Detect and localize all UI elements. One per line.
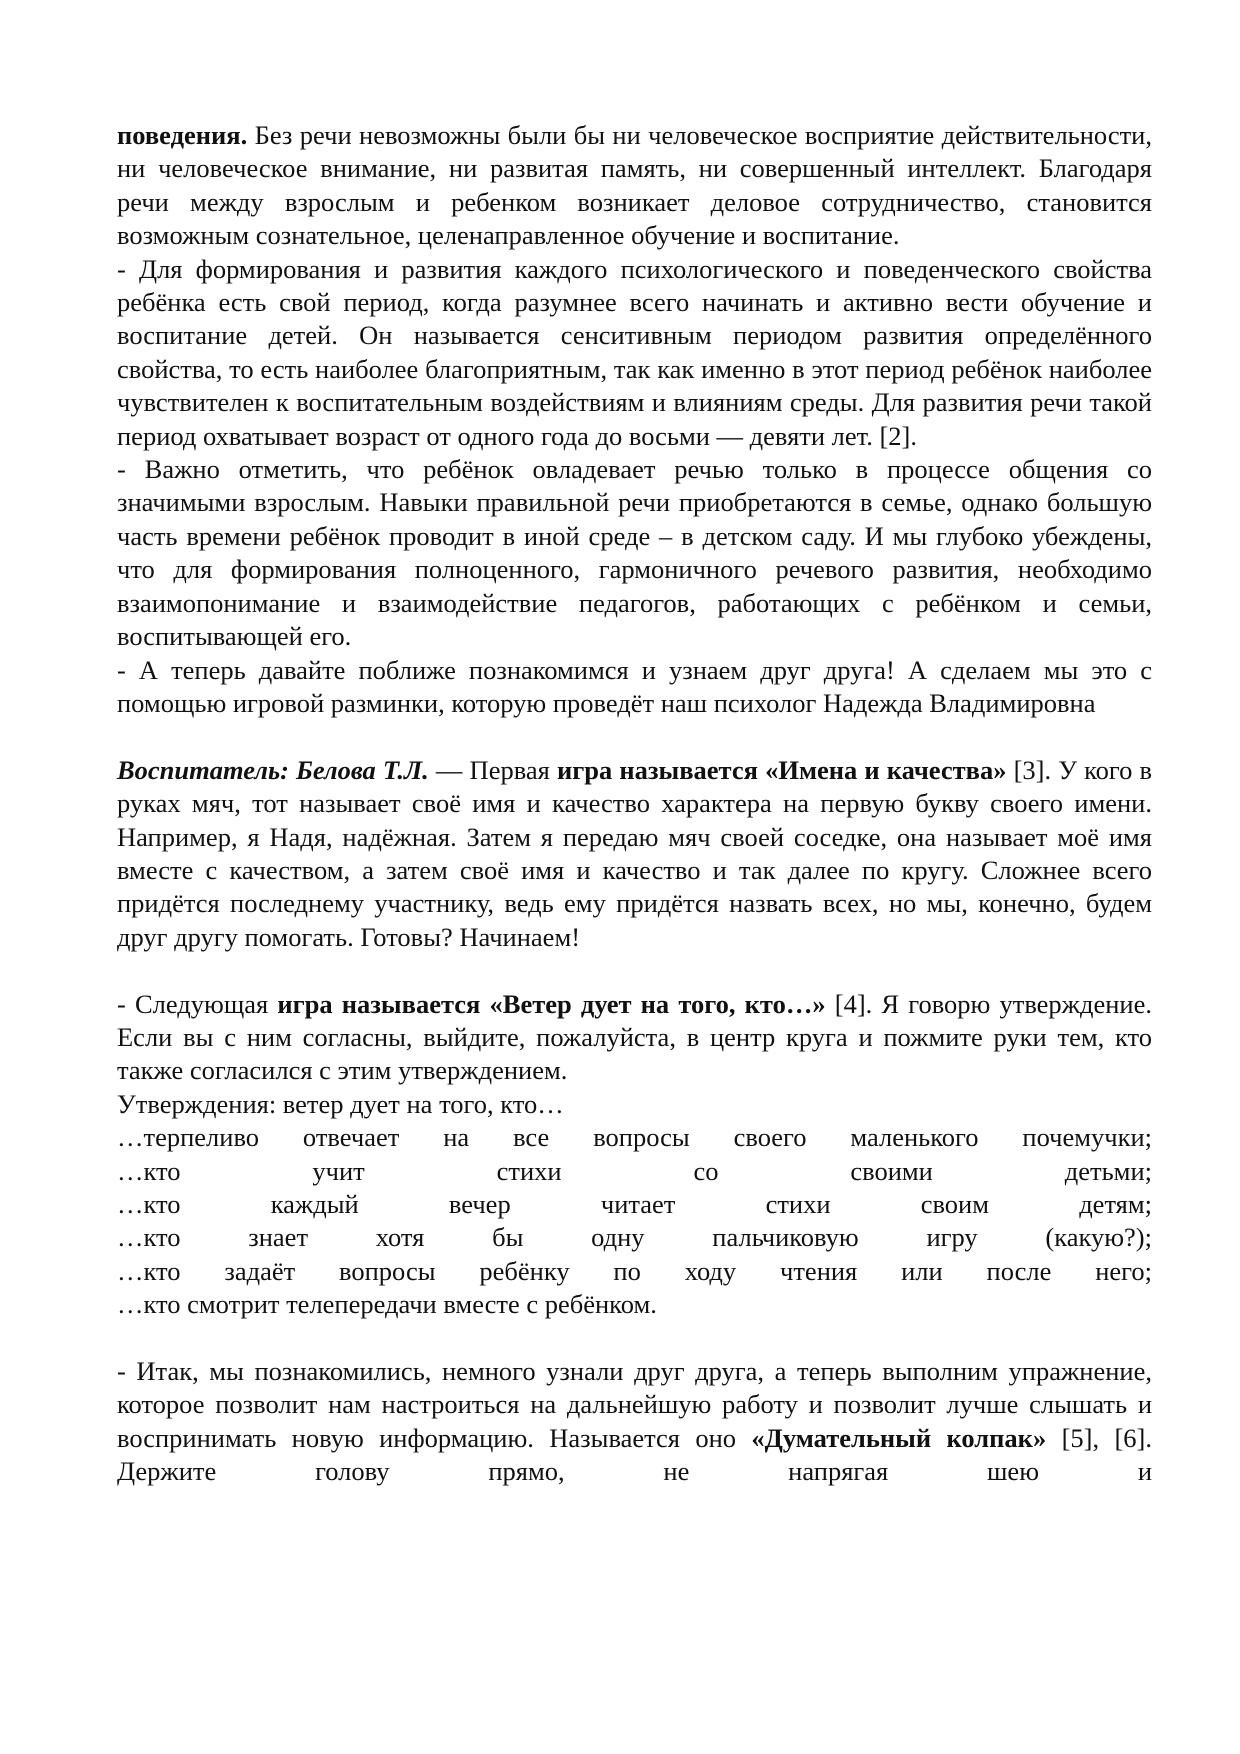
paragraph-gap xyxy=(117,1322,1152,1355)
paragraph-gap xyxy=(117,720,1152,753)
paragraph-text: Без речи невозможны были бы ни человеческое восприятие действительности, ни человеческое внимание, ни развитая память, ни совершенный интеллект. Благодаря речи между взрослым и ребенком возникает деловое сотрудничество, становится возможным сознательное, целенаправленное обучение и воспитание. xyxy=(117,120,1152,251)
statement-item: …кто смотрит телепередачи вместе с ребёнком. xyxy=(117,1289,657,1320)
paragraph-1 xyxy=(117,119,1152,253)
paragraph-3: - Важно отметить, что ребёнок овладевает речью только в процессе общения со значимыми взрослым. Навыки правильной речи приобретаются в семье, однако большую часть времени ребёнок проводит в иной среде – в детском саду. И мы глубоко убеждены, что для формирования полноценного, гармоничного речевого развития, необходимо взаимопонимание и взаимодействие педагогов, работающих с ребёнком и семьи, воспитывающей его. xyxy=(117,454,1152,652)
statement-item: …кто каждый вечер читает стихи своим детям; xyxy=(117,1188,1152,1219)
paragraph-text: [4]. Я говорю утверждение. Если вы с ним согласны, выйдите, пожалуйста, в центр круга и пожмите руки тем, кто также согласился с этим утверждением. xyxy=(117,988,1152,1086)
statement-item: …терпеливо отвечает на все вопросы своего маленького почемучки; xyxy=(117,1122,1152,1153)
bold-term: поведения. xyxy=(117,120,248,150)
statement-item: …кто учит стихи со своими детьми; xyxy=(117,1155,1152,1186)
statement-item: …кто задаёт вопросы ребёнку по ходу чтения или после него; xyxy=(117,1255,1152,1286)
speaker-name: Воспитатель: Белова Т.Л. xyxy=(117,754,429,785)
dash-text: — Первая xyxy=(428,754,557,785)
game-title: игра называется «Имена и качества» xyxy=(556,754,1007,785)
paragraph-7 xyxy=(117,1355,1152,1489)
paragraph-2: - Для формирования и развития каждого психологического и поведенческого свойства ребёнка есть свой период, когда разумнее всего начинать и активно вести обучение и воспитание детей. Он называется сенситивным периодом развития определённого свойства, то есть наиболее благоприятным, так как именно в этот период ребёнок наиболее чувствителен к воспитательным воздействиям и влияниям среды. Для развития речи такой период охватывает возраст от одного года до восьми — девяти лет. [2]. xyxy=(117,253,1152,451)
paragraph-gap xyxy=(117,954,1152,987)
paragraph-text: [5], [6]. Держите голову прямо, не напрягая шею и xyxy=(117,1422,1152,1487)
paragraph-5 xyxy=(117,754,1152,954)
statements-intro: Утверждения: ветер дует на того, кто… xyxy=(117,1088,564,1119)
lead-text: - Следующая xyxy=(117,988,278,1019)
game-title: игра называется «Ветер дует на того, кто…» xyxy=(277,988,826,1019)
statement-item: …кто знает хотя бы одну пальчиковую игру (какую?); xyxy=(117,1222,1152,1253)
paragraph-text: - Итак, мы познакомились, немного узнали друг друга, а теперь выполним упражнение, которое позволит нам настроиться на дальнейшую работу и позволит лучше слышать и воспринимать новую информацию. Называется оно xyxy=(117,1355,1152,1453)
paragraph-4: - А теперь давайте поближе познакомимся и узнаем друг друга! А сделаем мы это с помощью игровой разминки, которую проведёт наш психолог Надежда Владимировна xyxy=(117,654,1152,718)
paragraph-6 xyxy=(117,988,1152,1088)
paragraph-text: [3]. У кого в руках мяч, тот называет своё имя и качество характера на первую букву своего имени. Например, я Надя, надёжная. Затем я передаю мяч своей соседке, она называет моё имя вместе с качеством, а затем своё имя и качество и так далее по кругу. Сложнее всего придётся последнему участнику, ведь ему придётся назвать всех, но мы, конечно, будем друг другу помогать. Готовы? Начинаем! xyxy=(117,754,1152,952)
document-body xyxy=(117,119,1152,1489)
exercise-title: «Думательный колпак» xyxy=(751,1422,1047,1453)
